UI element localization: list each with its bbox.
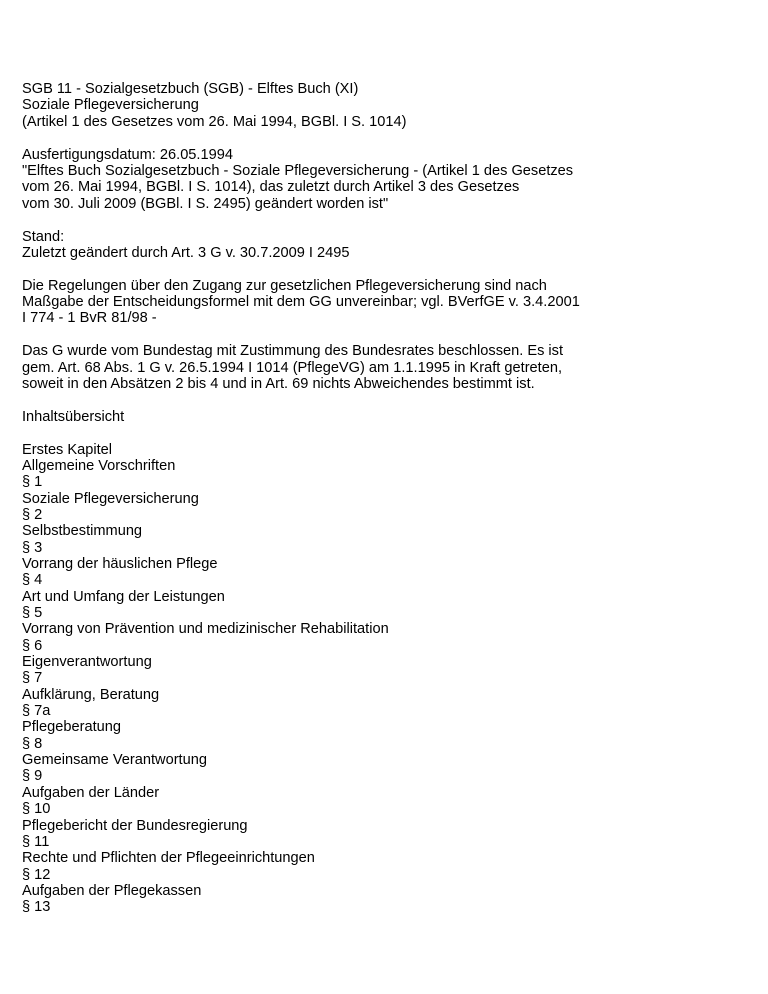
inkraft-note: [22, 343, 742, 392]
toc-section-title: Aufgaben der Pflegekassen: [22, 882, 202, 899]
toc-section-number: § 7a: [22, 703, 51, 720]
inkraft-line: Das G wurde vom Bundestag mit Zustimmung des Bundesrates beschlossen. Es ist: [22, 343, 564, 360]
ausfertigung-line: vom 30. Juli 2009 (BGBl. I S. 2495) geändert worden ist": [22, 195, 389, 212]
toc-section-title: Soziale Pflegeversicherung: [22, 490, 199, 507]
toc-section-title: Selbstbestimmung: [22, 523, 143, 540]
stand-line: Stand:: [22, 228, 65, 245]
toc-section-number: § 12: [22, 866, 51, 883]
inkraft-line: gem. Art. 68 Abs. 1 G v. 26.5.1994 I 1014 (PflegeVG) am 1.1.1995 in Kraft getreten,: [22, 359, 563, 376]
toc-section-title: Rechte und Pflichten der Pflegeeinrichtungen: [22, 850, 315, 867]
toc-section-title: Aufklärung, Beratung: [22, 686, 160, 703]
regelungen-note: [22, 278, 742, 327]
ausfertigung-section: [22, 147, 742, 213]
document-header: [22, 81, 742, 130]
toc-section-title: Vorrang der häuslichen Pflege: [22, 556, 218, 572]
header-line: (Artikel 1 des Gesetzes vom 26. Mai 1994, BGBl. I S. 1014): [22, 113, 407, 130]
stand-line: Zuletzt geändert durch Art. 3 G v. 30.7.2009 I 2495: [22, 244, 350, 261]
toc-section-number: § 6: [22, 637, 43, 654]
ausfertigung-line: "Elftes Buch Sozialgesetzbuch - Soziale Pflegeversicherung - (Artikel 1 des Gesetzes: [22, 162, 574, 179]
toc-section-number: § 1: [22, 474, 43, 491]
toc-heading: Inhaltsübersicht: [22, 408, 125, 425]
toc-section-title: Vorrang von Prävention und medizinischer Rehabilitation: [22, 621, 389, 638]
ausfertigung-line: Ausfertigungsdatum: 26.05.1994: [22, 146, 233, 163]
document-page: [22, 81, 742, 916]
toc-section-number: § 7: [22, 670, 43, 687]
toc-section-number: § 13: [22, 899, 51, 916]
toc-heading-block: [22, 409, 742, 425]
toc-section-title: Art und Umfang der Leistungen: [22, 588, 225, 605]
ausfertigung-line: vom 26. Mai 1994, BGBl. I S. 1014), das zuletzt durch Artikel 3 des Gesetzes: [22, 179, 520, 196]
toc-chapter-title: Allgemeine Vorschriften: [22, 457, 176, 474]
header-line: SGB 11 - Sozialgesetzbuch (SGB) - Elftes Buch (XI): [22, 81, 359, 97]
regelungen-line: I 774 - 1 BvR 81/98 -: [22, 310, 157, 327]
toc-section-title: Eigenverantwortung: [22, 654, 152, 671]
regelungen-line: Die Regelungen über den Zugang zur gesetzlichen Pflegeversicherung sind nach: [22, 277, 547, 294]
table-of-contents: [22, 442, 742, 916]
inkraft-line: soweit in den Absätzen 2 bis 4 und in Art. 69 nichts Abweichendes bestimmt ist.: [22, 376, 535, 393]
stand-section: [22, 229, 742, 262]
toc-section-title: Gemeinsame Verantwortung: [22, 752, 207, 769]
header-line: Soziale Pflegeversicherung: [22, 97, 199, 114]
toc-section-title: Pflegeberatung: [22, 719, 121, 736]
toc-section-number: § 4: [22, 572, 43, 589]
toc-chapter-label: Erstes Kapitel: [22, 441, 113, 458]
regelungen-line: Maßgabe der Entscheidungsformel mit dem GG unvereinbar; vgl. BVerfGE v. 3.4.2001: [22, 294, 580, 311]
toc-section-number: § 8: [22, 735, 43, 752]
toc-section-number: § 10: [22, 801, 51, 818]
toc-section-number: § 9: [22, 768, 43, 785]
toc-section-title: Aufgaben der Länder: [22, 784, 160, 801]
toc-section-title: Pflegebericht der Bundesregierung: [22, 817, 248, 834]
toc-section-number: § 5: [22, 605, 43, 622]
toc-section-number: § 2: [22, 506, 43, 523]
toc-section-number: § 11: [22, 833, 50, 850]
toc-section-number: § 3: [22, 539, 43, 556]
